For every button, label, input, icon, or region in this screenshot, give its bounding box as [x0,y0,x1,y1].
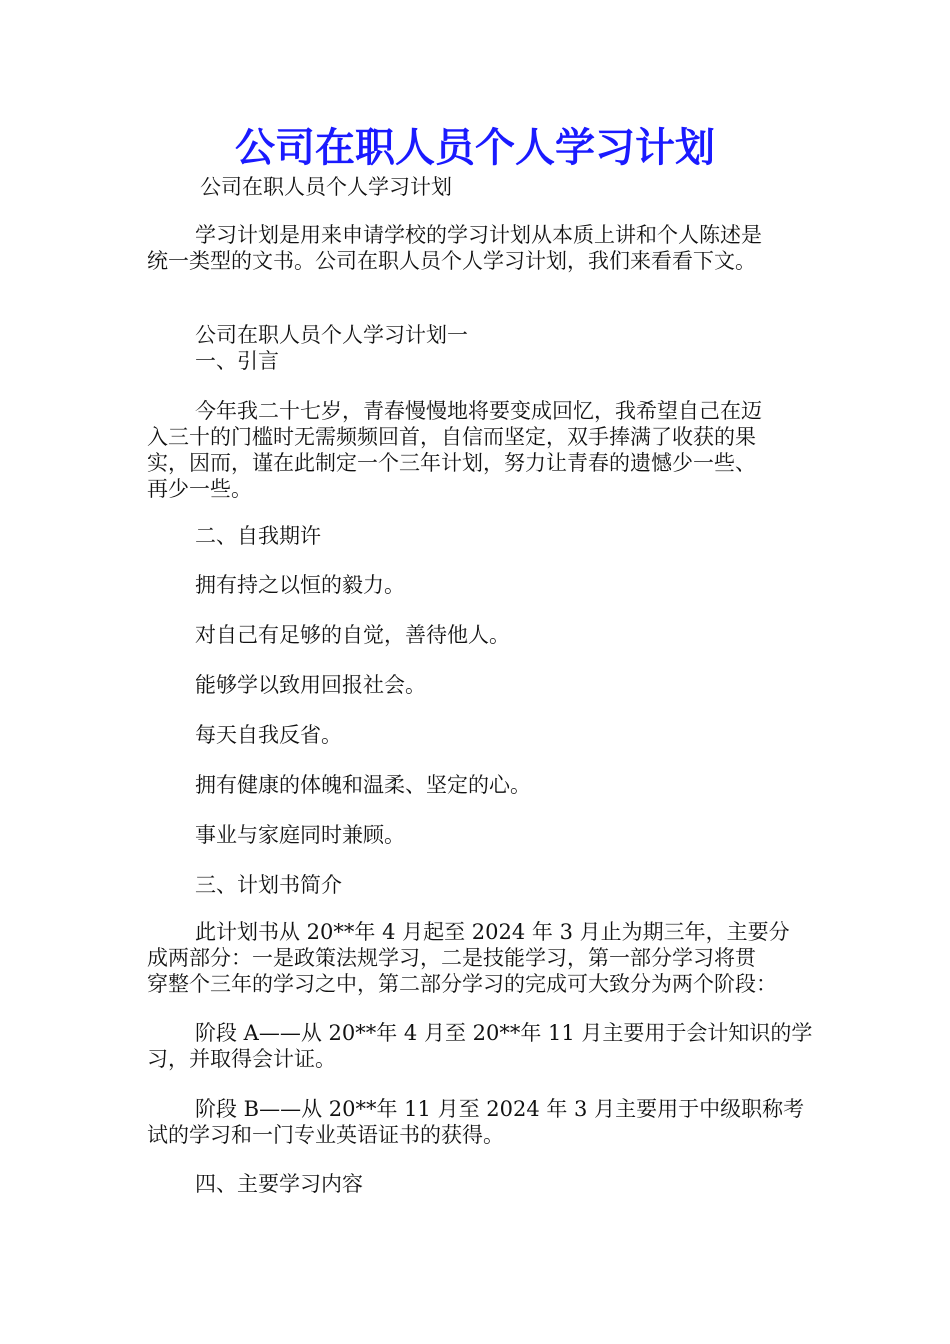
para-3-line-3: 穿整个三年的学习之中，第二部分学习的完成可大致分为两个阶段： [147,972,777,996]
heading-plan-summary: 三、计划书简介 [195,873,342,897]
stage-a-line-2: 习，并取得会计证。 [147,1047,336,1071]
para-1-line-4: 再少一些。 [147,477,252,501]
expectation-item: 事业与家庭同时兼顾。 [195,823,405,847]
stage-a-line-1: 阶段 A——从 20**年 4 月至 20**年 11 月主要用于会计知识的学 [195,1021,813,1045]
heading-introduction: 一、引言 [195,349,279,373]
expectation-item: 拥有持之以恒的毅力。 [195,573,405,597]
expectation-item: 对自己有足够的自觉，善待他人。 [195,623,510,647]
para-1-line-3: 实，因而，谨在此制定一个三年计划，努力让青春的遗憾少一些、 [147,451,756,475]
intro-line-2: 统一类型的文书。公司在职人员个人学习计划，我们来看看下文。 [147,249,756,273]
stage-b-line-1: 阶段 B——从 20**年 11 月至 2024 年 3 月主要用于中级职称考 [195,1097,805,1121]
stage-b-line-2: 试的学习和一门专业英语证书的获得。 [147,1123,504,1147]
para-1-line-1: 今年我二十七岁，青春慢慢地将要变成回忆，我希望自己在迈 [195,399,762,423]
expectation-item: 能够学以致用回报社会。 [195,673,426,697]
para-1-line-2: 入三十的门槛时无需频频回首，自信而坚定，双手捧满了收获的果 [147,425,756,449]
document-subtitle: 公司在职人员个人学习计划 [200,175,452,199]
para-3-line-1: 此计划书从 20**年 4 月起至 2024 年 3 月止为期三年，主要分 [195,920,790,944]
para-3-line-2: 成两部分：一是政策法规学习，二是技能学习，第一部分学习将贯 [147,946,756,970]
expectation-item: 每天自我反省。 [195,723,342,747]
heading-main-content: 四、主要学习内容 [195,1172,363,1196]
document-title: 公司在职人员个人学习计划 [235,124,715,171]
section-plan-one: 公司在职人员个人学习计划一 [195,323,468,347]
intro-line-1: 学习计划是用来申请学校的学习计划从本质上讲和个人陈述是 [195,223,762,247]
expectation-item: 拥有健康的体魄和温柔、坚定的心。 [195,773,531,797]
heading-self-expectation: 二、自我期许 [195,524,321,548]
